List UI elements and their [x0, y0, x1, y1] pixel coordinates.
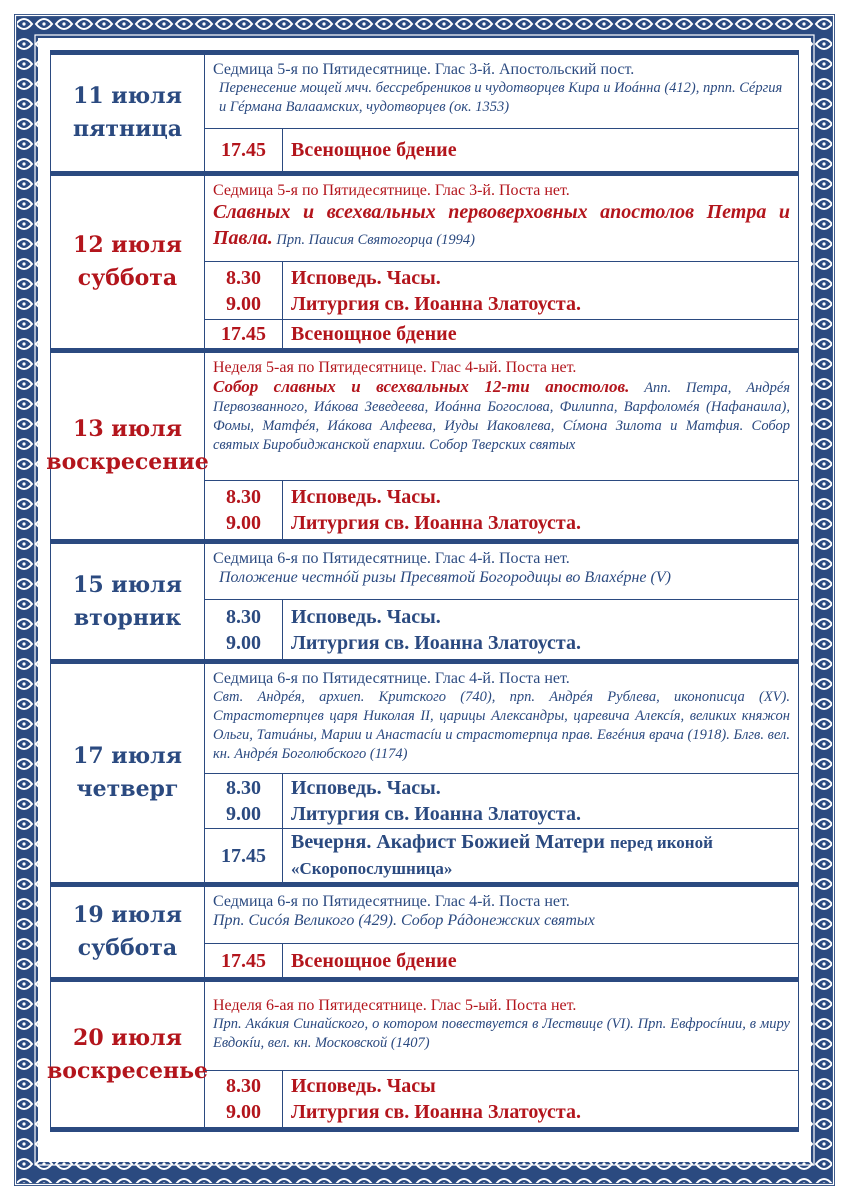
day-description — [205, 55, 798, 129]
day-block — [50, 544, 799, 659]
service-row — [205, 829, 798, 882]
saints-text — [213, 200, 790, 252]
week-info: Неделя 5-ая по Пятидесятнице. Глас 4-ый. Поста нет. — [213, 359, 577, 376]
service-row — [205, 1071, 798, 1127]
time-value: 8.30 — [226, 605, 261, 628]
date-cell — [51, 887, 205, 977]
week-info: Неделя 6-ая по Пятидесятнице. Глас 5-ый. Поста нет. — [213, 997, 577, 1014]
service-title: Исповедь. Часы. — [291, 486, 441, 508]
service-time — [205, 320, 283, 348]
service-row — [205, 774, 798, 829]
day-description — [205, 353, 798, 481]
saints-text: Прп. Акáкия Синайского, о котором повествуется в Лествице (VI). Прп. Евфросíнии, в миру Евдокíи, вел. кн. Московской (1407) — [213, 1016, 790, 1051]
service-name — [283, 320, 798, 348]
day-block — [50, 55, 799, 171]
saints-text: Прп. Сисóя Великого (429). Собор Рáдонежских святых — [213, 912, 595, 929]
time-value: 17.45 — [221, 323, 266, 345]
time-value: 9.00 — [226, 1101, 261, 1123]
service-row — [205, 481, 798, 539]
week-info: Седмица 5-я по Пятидесятнице. Глас 3-й. Апостольский пост. — [213, 61, 635, 78]
service-title: Всенощное бдение — [291, 139, 457, 161]
divider — [50, 1127, 799, 1132]
service-title: Исповедь. Часы. — [291, 266, 441, 289]
service-title: Литургия св. Иоанна Златоуста. — [291, 803, 581, 826]
weekday-label: четверг — [76, 776, 179, 802]
service-name — [283, 262, 798, 319]
weekday-label: пятница — [73, 116, 182, 142]
weekday-label: воскресенье — [46, 1057, 209, 1084]
date-cell — [46, 353, 209, 539]
day-description — [205, 544, 798, 600]
weekday-label: суббота — [77, 935, 178, 961]
day-block — [46, 982, 799, 1127]
saints-text: Свт. Андрéя, архиеп. Критского (740), прп. Андрéя Рублева, иконописца (XV). Страстотерпцев царя Николая II, царицы Александры, царевича Алексíя, великих княжон Ольги, Татиáны, Марии и Анастасíи и страстотерпца прав. Евгéния врача (1918). Блгв. вел. кн. Андрéя Боголюбского (1174) — [213, 689, 790, 762]
date-cell — [51, 544, 205, 659]
service-row — [205, 262, 798, 320]
service-title: Исповедь. Часы — [291, 1075, 436, 1097]
day-description — [205, 664, 798, 774]
feast-title: Славных и всехвальных первоверховных апостолов Петра и Павла. — [213, 201, 790, 249]
service-time — [205, 481, 283, 539]
service-title: Вечерня. Акафист Божией Матери — [291, 831, 605, 853]
day-description — [205, 176, 798, 262]
time-value: 9.00 — [226, 292, 261, 315]
day-description — [205, 887, 798, 944]
day-block — [50, 176, 799, 348]
service-row — [205, 944, 798, 977]
saints-text: Перенесение мощей мчч. бессребреников и чудотворцев Кира и Иоáнна (412), прпп. Сéргия и Гéрмана Валаамских, чудотворцев (ок. 1353) — [219, 80, 783, 115]
day-block — [46, 353, 799, 539]
service-name — [283, 1071, 798, 1127]
week-info: Седмица 6-я по Пятидесятнице. Глас 4-й. Поста нет. — [213, 893, 570, 910]
service-name — [283, 944, 798, 977]
weekday-label: суббота — [77, 265, 178, 291]
date-label: 13 июля — [73, 416, 182, 442]
day-description — [205, 982, 798, 1071]
service-title: Исповедь. Часы. — [291, 605, 441, 628]
service-time — [205, 129, 283, 171]
service-title: Всенощное бдение — [291, 323, 457, 345]
time-value: 8.30 — [226, 486, 261, 508]
service-name — [283, 829, 798, 882]
date-cell — [46, 982, 209, 1127]
service-name — [283, 600, 798, 659]
date-label: 11 июля — [73, 83, 182, 109]
date-label: 20 июля — [73, 1024, 182, 1051]
service-name — [283, 481, 798, 539]
saints-text: Положение честнóй ризы Пресвятой Богородицы во Влахéрне (V) — [219, 569, 671, 586]
date-label: 17 июля — [73, 743, 182, 769]
time-value: 8.30 — [226, 777, 261, 800]
date-cell — [51, 664, 205, 882]
weekday-label: воскресение — [46, 449, 209, 475]
service-title: Литургия св. Иоанна Златоуста. — [291, 1101, 581, 1123]
saints-text — [213, 377, 790, 455]
service-time — [205, 262, 283, 319]
service-time — [205, 1071, 283, 1127]
service-time — [205, 600, 283, 659]
weekday-label: вторник — [73, 604, 182, 631]
week-info: Седмица 6-я по Пятидесятнице. Глас 4-й. Поста нет. — [213, 550, 570, 567]
service-name — [283, 129, 798, 171]
service-title: Всенощное бдение — [291, 949, 457, 972]
service-row — [205, 320, 798, 348]
service-time — [205, 774, 283, 828]
time-value: 8.30 — [226, 266, 261, 289]
time-value: 17.45 — [221, 844, 266, 867]
saints-note: Апп. Петра, Андрéя Первозванного, Иáкова Зеведеева, Иоáнна Богослова, Филиппа, Варфоломéя (Нафанаила), Фомы, Матфéя, Иáкова Алфеева, Иуды Иаковлева, Сíмона Зилота и Матфия. Собор святых Биробиджанской епархии. Собор Тверских святых — [213, 380, 791, 453]
saints-note: Прп. Паисия Святогорца (1994) — [276, 232, 475, 248]
service-row — [205, 129, 798, 171]
date-cell — [51, 55, 205, 171]
date-cell — [51, 176, 205, 348]
time-value: 8.30 — [226, 1075, 261, 1097]
day-block — [50, 664, 799, 882]
service-time — [205, 944, 283, 977]
service-row — [205, 600, 798, 659]
time-value: 9.00 — [226, 631, 261, 654]
time-value: 17.45 — [221, 949, 266, 972]
date-label: 15 июля — [73, 571, 182, 598]
day-block — [50, 887, 799, 977]
service-time — [205, 829, 283, 882]
icon-name: «Скоропослушница» — [291, 859, 453, 878]
time-value: 17.45 — [221, 139, 266, 161]
service-title: Исповедь. Часы. — [291, 777, 441, 800]
feast-title: Собор славных и всехвальных 12-ти апостолов. — [213, 377, 630, 396]
service-title: Литургия св. Иоанна Златоуста. — [291, 631, 581, 654]
service-title: Литургия св. Иоанна Златоуста. — [291, 512, 581, 534]
time-value: 9.00 — [226, 512, 261, 534]
service-subtitle: перед иконой — [609, 833, 713, 852]
service-name — [283, 774, 798, 828]
time-value: 9.00 — [226, 803, 261, 826]
week-info: Седмица 6-я по Пятидесятнице. Глас 4-й. Поста нет. — [213, 670, 570, 687]
date-label: 19 июля — [73, 902, 182, 928]
service-title: Литургия св. Иоанна Златоуста. — [291, 292, 581, 315]
date-label: 12 июля — [73, 232, 182, 258]
week-info: Седмица 5-я по Пятидесятнице. Глас 3-й. Поста нет. — [213, 182, 570, 199]
schedule-table — [46, 50, 799, 1132]
